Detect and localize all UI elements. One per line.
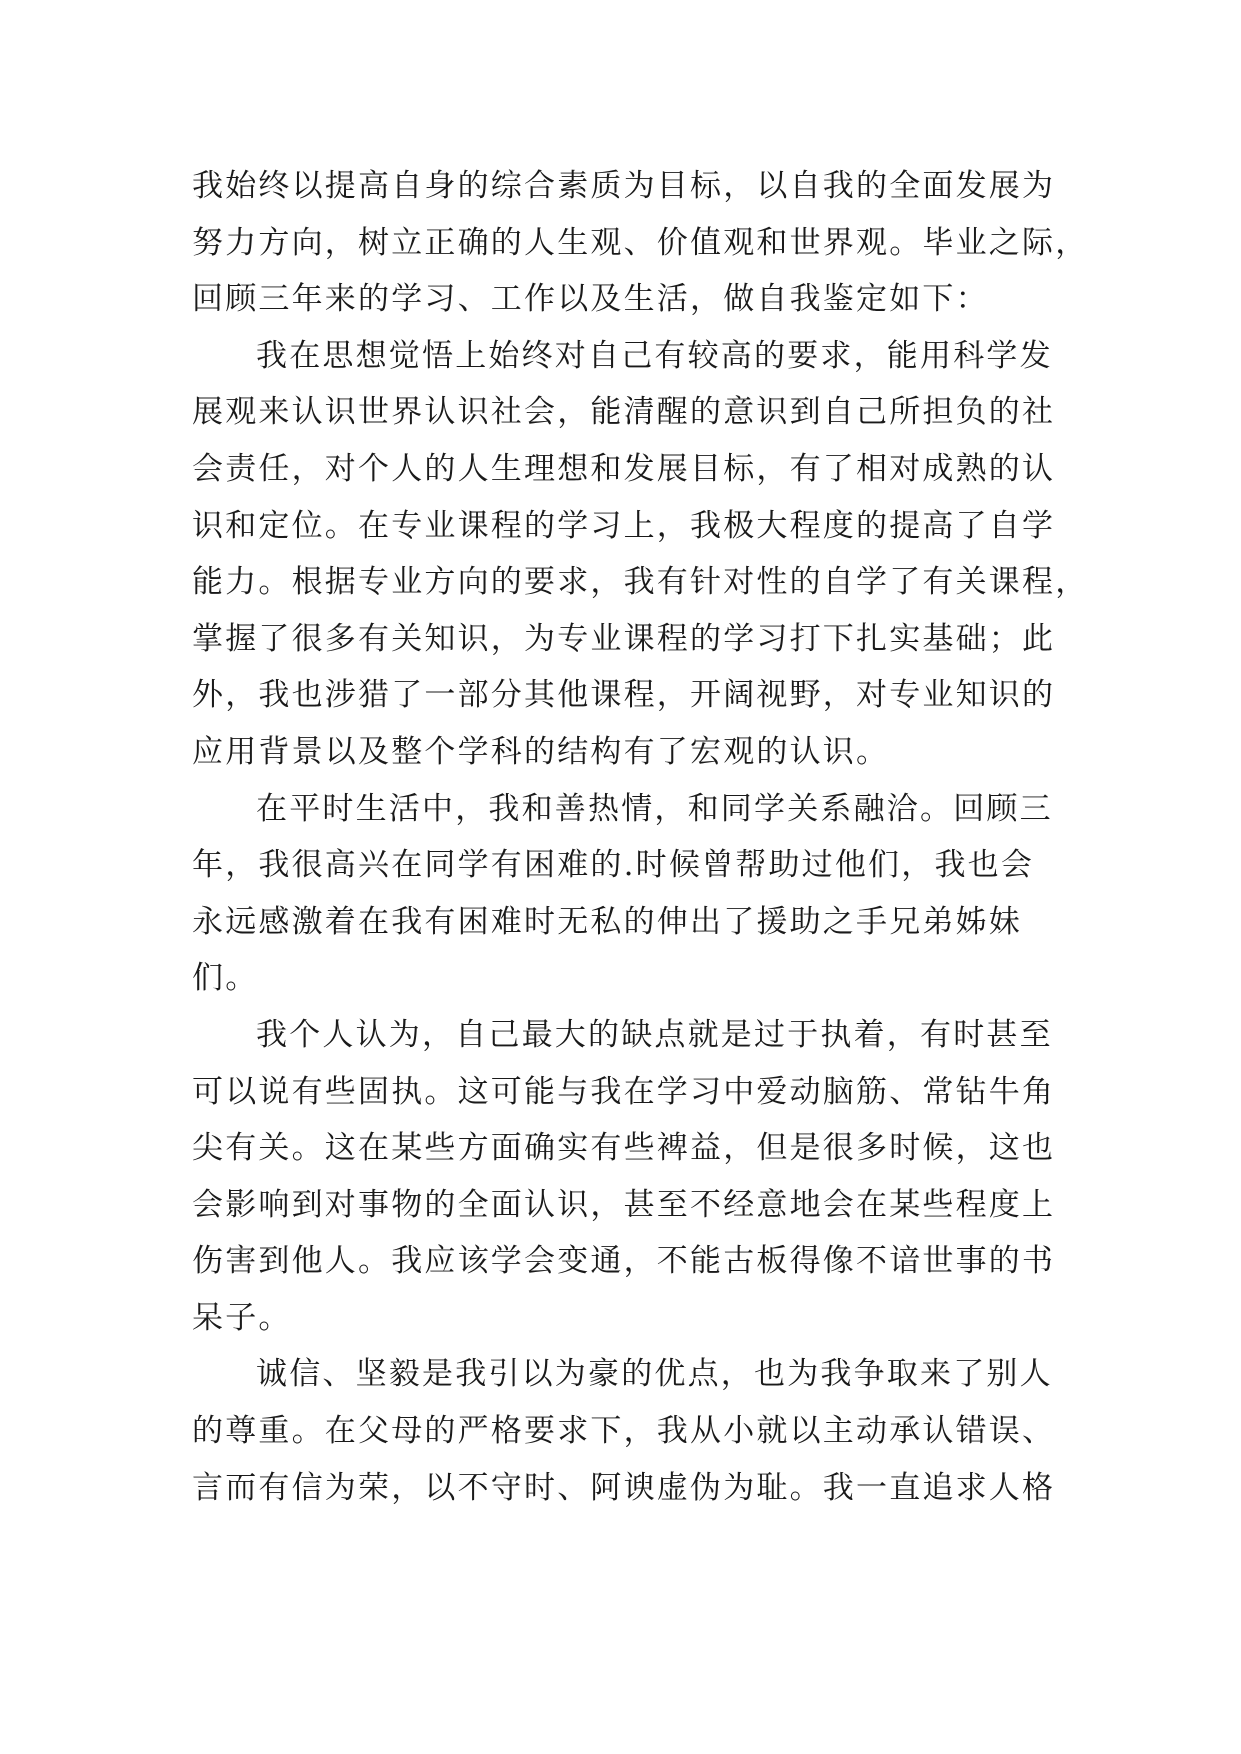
text-line: 会影响到对事物的全面认识，甚至不经意地会在某些程度上 — [192, 1186, 1056, 1223]
document-body-text — [192, 158, 1089, 1516]
text-line: 会责任，对个人的人生理想和发展目标，有了相对成熟的认 — [192, 450, 1056, 487]
text-line: 掌握了很多有关知识，为专业课程的学习打下扎实基础；此 — [192, 620, 1056, 657]
text-line: 回顾三年来的学习、工作以及生活，做自我鉴定如下： — [192, 281, 989, 318]
text-line: 应用背景以及整个学科的结构有了宏观的认识。 — [192, 733, 890, 770]
text-line: 我个人认为，自己最大的缺点就是过于执着，有时甚至 — [256, 1016, 1053, 1053]
text-line: 努力方向，树立正确的人生观、价值观和世界观。毕业之际， — [192, 224, 1089, 261]
text-line: 们。 — [192, 960, 259, 997]
text-line: 在平时生活中，我和善热情，和同学关系融洽。回顾三 — [256, 790, 1053, 827]
text-line: 展观来认识世界认识社会，能清醒的意识到自己所担负的社 — [192, 394, 1056, 431]
text-line: 尖有关。这在某些方面确实有些裨益，但是很多时候，这也 — [192, 1130, 1056, 1167]
text-line: 能力。根据专业方向的要求，我有针对性的自学了有关课程， — [192, 564, 1089, 601]
text-line: 识和定位。在专业课程的学习上，我极大程度的提高了自学 — [192, 507, 1056, 544]
text-line: 可以说有些固执。这可能与我在学习中爱动脑筋、常钻牛角 — [192, 1073, 1056, 1110]
text-line: 伤害到他人。我应该学会变通，不能古板得像不谙世事的书 — [192, 1243, 1056, 1280]
text-line: 年，我很高兴在同学有困难的.时候曾帮助过他们，我也会 — [192, 847, 1035, 884]
text-line: 外，我也涉猎了一部分其他课程，开阔视野，对专业知识的 — [192, 677, 1056, 714]
text-line: 的尊重。在父母的严格要求下，我从小就以主动承认错误、 — [192, 1413, 1056, 1450]
text-line: 我在思想觉悟上始终对自己有较高的要求，能用科学发 — [256, 337, 1053, 374]
text-line: 永远感激着在我有困难时无私的伸出了援助之手兄弟姊妹 — [192, 903, 1022, 940]
text-line: 诚信、坚毅是我引以为豪的优点，也为我争取来了别人 — [256, 1356, 1053, 1393]
text-line: 我始终以提高自身的综合素质为目标，以自我的全面发展为 — [192, 168, 1056, 204]
text-line: 呆子。 — [192, 1299, 292, 1336]
text-line: 言而有信为荣，以不守时、阿谀虚伪为耻。我一直追求人格 — [192, 1469, 1056, 1506]
